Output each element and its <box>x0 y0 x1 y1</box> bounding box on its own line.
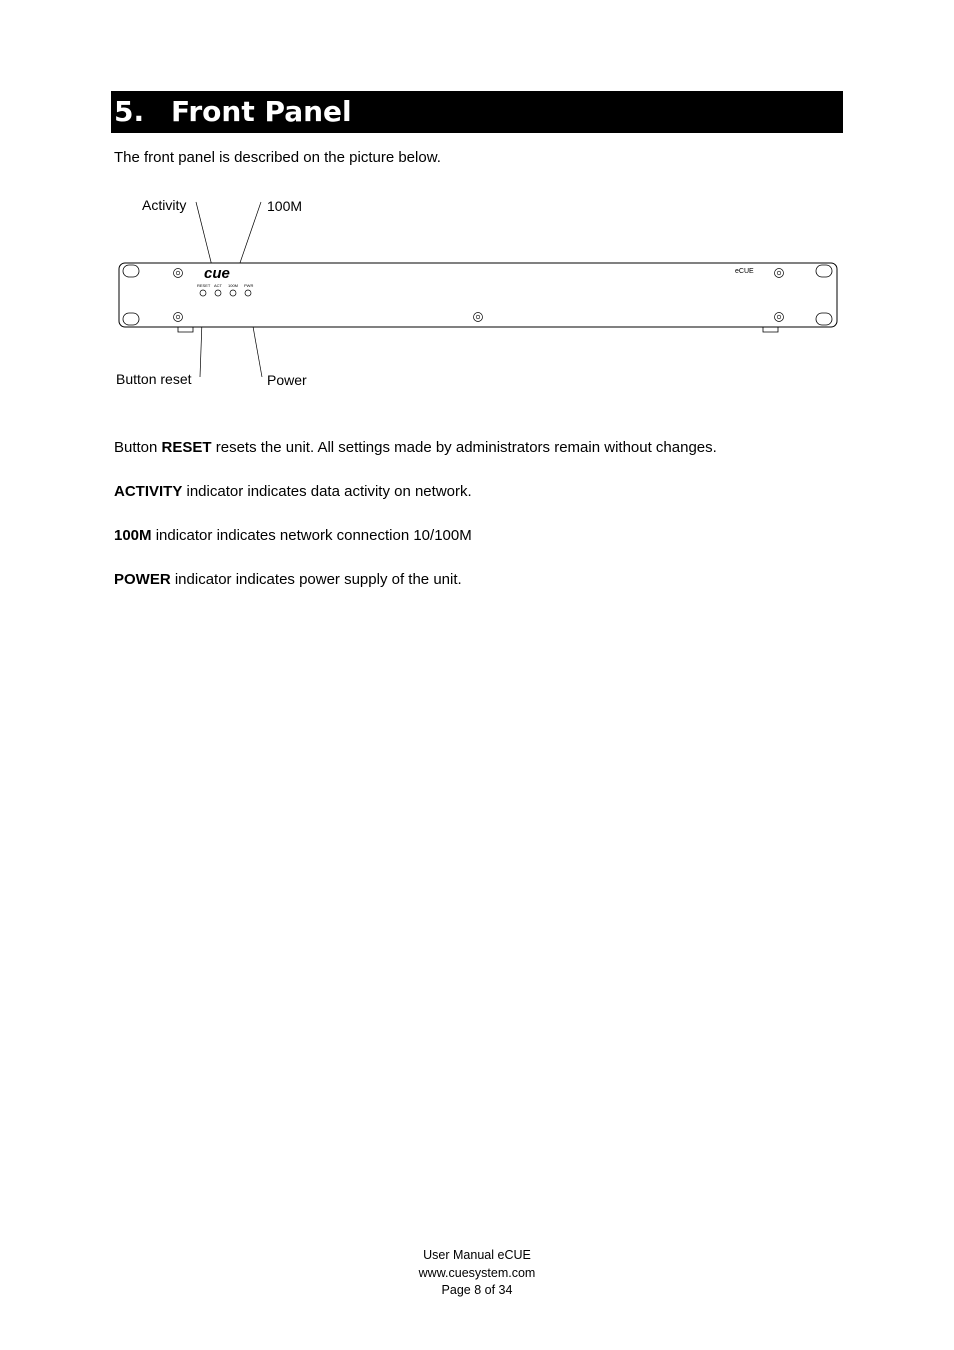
footer-page-number: Page 8 of 34 <box>441 1283 513 1297</box>
footer-website: www.cuesystem.com <box>418 1265 536 1280</box>
100m-description <box>114 526 472 546</box>
100m-text: indicator indicates network connection 10/100M <box>151 527 472 544</box>
section-title: Front Panel <box>171 95 352 128</box>
intro-text: The front panel is described on the picture below. <box>114 149 441 166</box>
activity-text: indicator indicates data activity on network. <box>182 483 472 500</box>
power-description <box>114 570 462 590</box>
100m-keyword: 100M <box>114 527 152 544</box>
section-heading <box>111 91 843 133</box>
callout-button-reset-label: Button reset <box>116 371 192 387</box>
section-number: 5. <box>114 95 145 128</box>
led-label-reset: RESET <box>197 283 211 288</box>
cue-logo: cue <box>204 265 230 282</box>
page-footer <box>0 1247 954 1300</box>
led-label-pwr: PWR <box>244 283 254 288</box>
reset-keyword: RESET <box>161 439 212 456</box>
power-text: indicator indicates power supply of the unit. <box>170 571 462 588</box>
reset-text: resets the unit. All settings made by administrators remain without changes. <box>211 439 717 456</box>
led-label-act: ACT <box>214 283 222 288</box>
callout-activity-label: Activity <box>142 197 187 213</box>
power-keyword: POWER <box>114 571 171 588</box>
footer-manual-title: User Manual eCUE <box>423 1248 531 1262</box>
brand-label: eCUE <box>735 268 754 275</box>
rack-foot-icon <box>178 327 193 332</box>
rack-foot-icon <box>763 327 778 332</box>
callout-power-label: Power <box>267 372 307 388</box>
callout-100m-label: 100M <box>267 198 303 214</box>
reset-description <box>114 438 717 458</box>
activity-keyword: ACTIVITY <box>114 483 183 500</box>
led-label-100m: 100M <box>228 283 239 288</box>
front-panel-diagram <box>110 185 842 395</box>
reset-prefix: Button <box>114 439 162 456</box>
activity-description <box>114 482 472 502</box>
